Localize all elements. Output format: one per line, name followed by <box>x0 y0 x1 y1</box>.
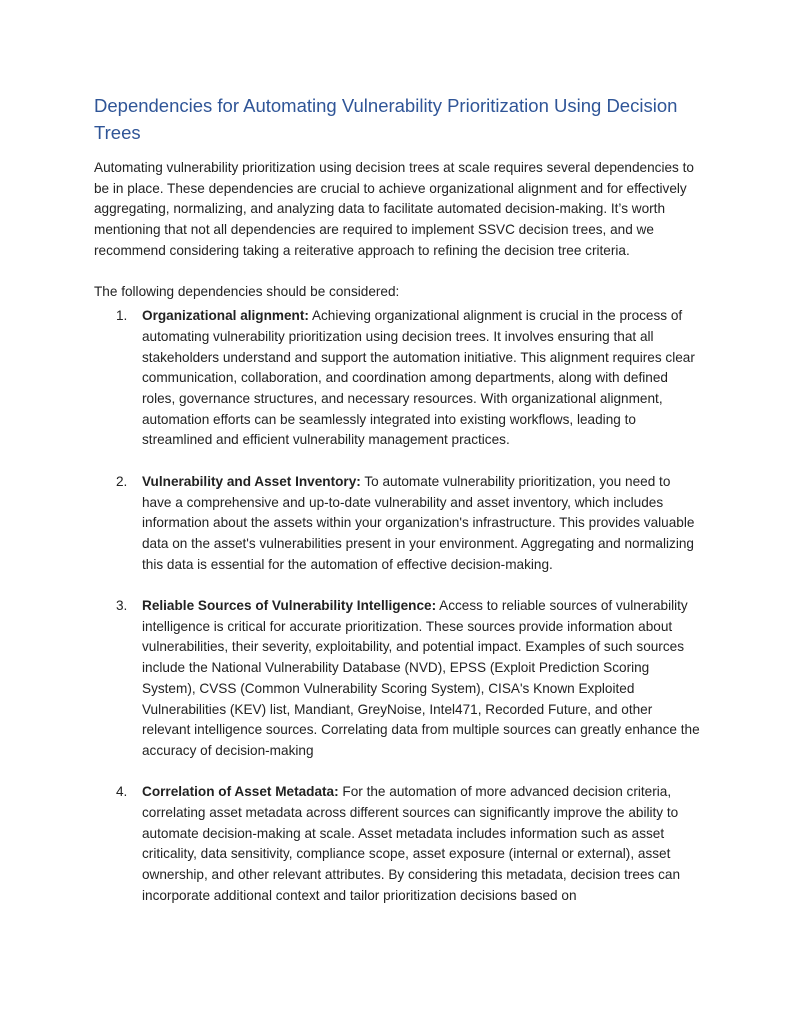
list-item-heading: Correlation of Asset Metadata: <box>142 784 339 800</box>
intro-paragraph: Automating vulnerability prioritization using decision trees at scale requires several dependencies to be in place. These dependencies are crucial to achieve organizational alignment and for effectively aggregating, normalizing, and analyzing data to facilitate automated decision-making. It’s worth mentioning that not all dependencies are required to implement SSVC decision trees, and we recommend considering taking a reiterative approach to refining the decision tree criteria. <box>94 160 694 258</box>
list-item-number: 4. <box>116 784 128 800</box>
list-item <box>94 596 700 762</box>
list-item <box>94 472 700 576</box>
list-item-text: For the automation of more advanced decision criteria, correlating asset metadata across different sources can significantly improve the ability to automate decision-making at scale. Asset metadata includes information such as asset criticality, data sensitivity, compliance scope, asset exposure (internal or external), asset ownership, and other relevant attributes. By considering this metadata, decision trees can incorporate additional context and tailor prioritization decisions based on <box>142 784 681 903</box>
dependency-list <box>94 306 706 906</box>
list-item <box>94 782 700 906</box>
list-item-heading: Reliable Sources of Vulnerability Intelligence: <box>142 598 437 614</box>
list-item-number: 1. <box>116 308 128 324</box>
list-item-text: Achieving organizational alignment is crucial in the process of automating vulnerability prioritization using decision trees. It involves ensuring that all stakeholders understand and support the automation initiative. This alignment requires clear communication, collaboration, and coordination among departments, along with defined roles, governance structures, and necessary resources. With organizational alignment, automation efforts can be seamlessly integrated into existing workflows, leading to streamlined and efficient vulnerability management practices. <box>142 308 695 448</box>
page-title: Dependencies for Automating Vulnerability Prioritization Using Decision Trees <box>94 95 678 143</box>
list-item-heading: Organizational alignment: <box>142 308 309 324</box>
list-item <box>94 306 700 451</box>
list-item-heading: Vulnerability and Asset Inventory: <box>142 473 361 489</box>
list-item-number: 3. <box>116 598 128 614</box>
list-item-text: Access to reliable sources of vulnerability intelligence is critical for accurate prioritization. These sources provide information about vulnerabilities, their severity, exploitability, and potential impact. Examples of such sources include the National Vulnerability Database (NVD), EPSS (Exploit Prediction Scoring System), CVSS (Common Vulnerability Scoring System), CISA's Known Exploited Vulnerabilities (KEV) list, Mandiant, GreyNoise, Intel471, Recorded Future, and other relevant intelligence sources. Correlating data from multiple sources can greatly enhance the accuracy of decision-making <box>142 598 700 758</box>
list-item-number: 2. <box>116 473 128 489</box>
list-item-text: To automate vulnerability prioritization, you need to have a comprehensive and up-to-date vulnerability and asset inventory, which includes information about the assets within your organization's infrastructure. This provides valuable data on the asset's vulnerabilities present in your environment. Aggregating and normalizing this data is essential for the automation of effective decision-making. <box>142 473 695 572</box>
lead-paragraph: The following dependencies should be considered: <box>94 283 400 299</box>
